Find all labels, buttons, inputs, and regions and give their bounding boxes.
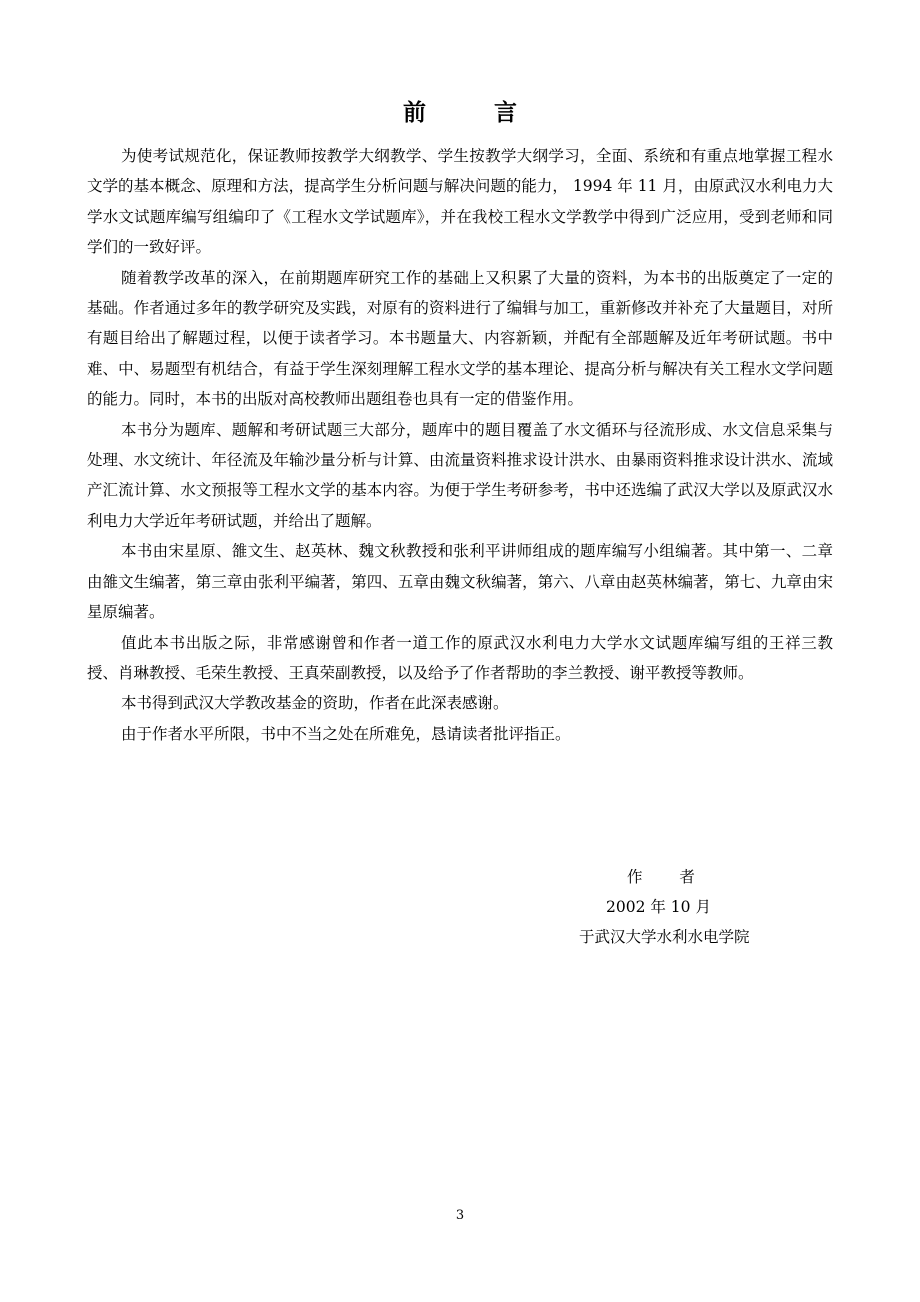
preface-body (87, 141, 833, 749)
signature-date: 2002 年 10 月 (606, 898, 711, 917)
paragraph-6: 本书得到武汉大学教改基金的资助，作者在此深表感谢。 (121, 694, 509, 713)
paragraph-3: 本书分为题库、题解和考研试题三大部分，题库中的题目覆盖了水文循环与径流形成、水文信息采集与处理、水文统计、年径流及年输沙量分析与计算、由流量资料推求设计洪水、由暴雨资料推求设计洪水、流域产汇流计算、水文预报等工程水文学的基本内容。为便于学生考研参考，书中还选编了武汉大学以及原武汉水利电力大学近年考研试题，并给出了题解。 (87, 420, 833, 530)
page-number: 3 (455, 1208, 465, 1223)
page-title: 前 言 (402, 100, 547, 126)
paragraph-5: 值此本书出版之际，非常感谢曾和作者一道工作的原武汉水利电力大学水文试题库编写组的王祥三教授、肖琳教授、毛荣生教授、王真荣副教授，以及给予了作者帮助的李兰教授、谢平教授等教师。 (87, 633, 833, 682)
signature-place: 于武汉大学水利水电学院 (579, 928, 750, 947)
signature-block (540, 862, 800, 953)
paragraph-1: 为使考试规范化，保证教师按教学大纲教学、学生按教学大纲学习，全面、系统和有重点地掌握工程水文学的基本概念、原理和方法，提高学生分析问题与解决问题的能力， 1994 年 11 月，由原武汉水利电力大学水文试题库编写组编印了《工程水文学试题库》，并在我校工程水文学教学中得到广泛应用，受到老师和同学们的一致好评。 (87, 147, 833, 257)
paragraph-2: 随着教学改革的深入，在前期题库研究工作的基础上又积累了大量的资料，为本书的出版奠定了一定的基础。作者通过多年的教学研究及实践，对原有的资料进行了编辑与加工，重新修改并补充了大量题目，对所有题目给出了解题过程，以便于读者学习。本书题量大、内容新颖，并配有全部题解及近年考研试题。书中难、中、易题型有机结合，有益于学生深刻理解工程水文学的基本理论、提高分析与解决有关工程水文学问题的能力。同时，本书的出版对高校教师出题组卷也具有一定的借鉴作用。 (87, 268, 833, 409)
paragraph-7: 由于作者水平所限，书中不当之处在所难免，恳请读者批评指正。 (121, 724, 571, 743)
paragraph-4: 本书由宋星原、雒文生、赵英林、魏文秋教授和张利平讲师组成的题库编写小组编著。其中第一、二章由雒文生编著，第三章由张利平编著，第四、五章由魏文秋编著，第六、八章由赵英林编著，第七、九章由宋星原编著。 (87, 542, 833, 622)
signature-author: 作 者 (627, 868, 711, 886)
